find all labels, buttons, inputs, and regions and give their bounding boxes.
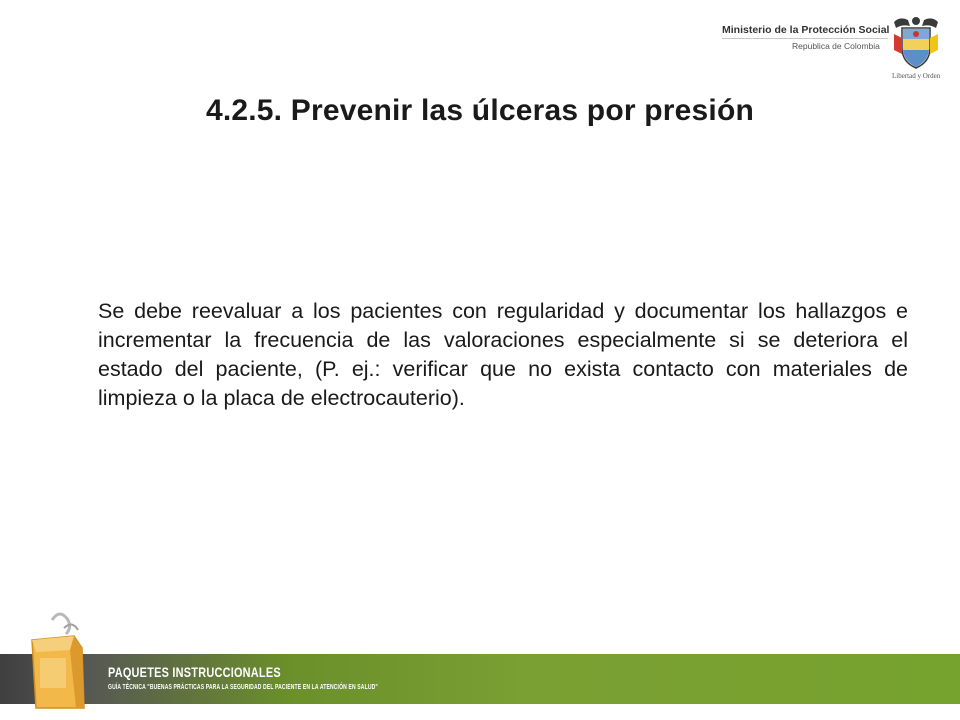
paper-bag-icon (12, 610, 100, 710)
slide-body-paragraph: Se debe reevaluar a los pacientes con regularidad y documentar los hallazgos e incrementar la frecuencia de las valoraciones especialmente si se deteriora el estado del paciente, (P. ej.: verificar que no exista contacto con materiales de limpieza o la placa de electrocauterio). (98, 299, 908, 410)
header-divider (722, 38, 888, 39)
ministry-subtitle: Republica de Colombia (792, 41, 880, 51)
slide-title: 4.2.5. Prevenir las úlceras por presión (205, 94, 755, 127)
footer-title: PAQUETES INSTRUCCIONALES (108, 664, 281, 680)
crest-motto: Libertad y Orden (892, 72, 941, 80)
colombia-coat-of-arms-icon (890, 14, 942, 72)
ministry-logo (722, 24, 890, 64)
footer-bottom-strip (0, 704, 960, 720)
ministry-name: Ministerio de la Protección Social (722, 24, 890, 36)
footer-subtitle: GUÍA TÉCNICA "BUENAS PRÁCTICAS PARA LA SEGURIDAD DEL PACIENTE EN LA ATENCIÓN EN SALUD" (108, 684, 378, 691)
